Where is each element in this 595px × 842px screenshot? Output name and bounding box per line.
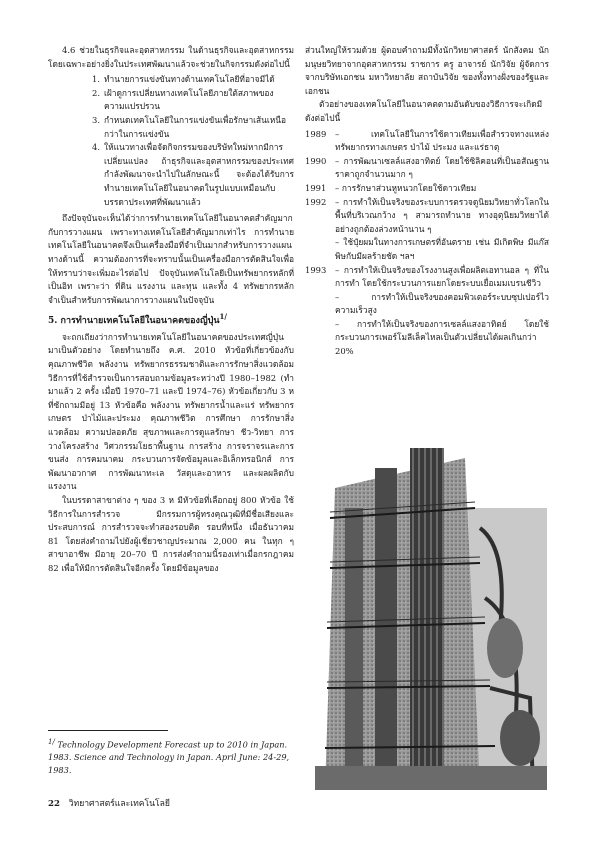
left-column [48,44,294,576]
forecast-timeline [305,128,549,359]
timeline-text: – การทำให้เป็นจริงของระบบการตรวจดูนิยมวิทยาทั่วโลกในพื้นที่บริเวณกว้าง ๆ สามารถทำนาย ทางอุตุนิยมวิทยาได้อย่างถูกต้องล่วงหน้านาน ๆ [335,196,549,234]
footnote-text: Technology Development Forecast up to 2010 in Japan. 1983. Science and Technology in Japan. April June: 24-29, 1983. [48,739,290,775]
section-4-6-intro: 4.6 ช่วยในธุรกิจและอุตสาหกรรม ในด้านธุรกิจและอุตสาหกรรม โดยเฉพาะอย่างยิ่งในประเทศพัฒนาแล้วจะช่วยในกิจกรรมดังต่อไปนี้ [48,45,294,69]
timeline-item [305,155,549,182]
timeline-item [305,291,549,318]
timeline-text: – การรักษาส่วนหูหนวกโดยใช้ดาวเทียม [335,182,477,193]
examples-intro: ตัวอย่างของเทคโนโลยีในอนาคตตามอันดับของวิธีการจะเกิดมีดังต่อไปนี้ [305,99,543,123]
list-text: กำหนดเทคโนโลยีในการแข่งขันเพื่อรักษาเส้นเหนือกว่าในการแข่งขัน [104,114,286,139]
list-text: เฝ้าดูการเปลี่ยนทางเทคโนโลยีภายใต้สภาพของความแปรปรวน [104,87,274,112]
timeline-item [305,236,549,263]
right-column [305,44,549,361]
list-item [48,87,294,114]
timeline-year: 1990 [305,155,327,166]
list-number: 2. [92,87,100,98]
section-5-title: 5. การทำนายเทคโนโลยีในอนาคตของญี่ปุ่น [48,316,220,327]
list-number: 3. [92,114,100,125]
timeline-item [305,182,549,196]
timeline-text: – การทำให้เป็นจริงของโรงงานสูงเพื่อผลิตเอทานอล ๆ ที่ในการทำ โดยใช้กระบวนการแยกโดยระบบเยื่อเมมเบรนชีวิว [335,264,549,289]
timeline-year: 1991 [305,182,327,193]
planning-paragraph: ถึงปัจจุบันจะเห็นได้ว่าการทำนายเทคโนโลยีในอนาคตสำคัญมากกับการวางแผน เพราะทางเทคโนโลยีสำคัญมากเท่าไร การทำนายเทคโนโลยีในอนาคตจึงเป็นเครื่องมือที่จำเป็นมากสำหรับการวางแผนทางด้านนี้ ความต้องการที่จะทราบนั้นเป็นเครื่องมือการตัดสินใจเพื่อให้ทราบว่าจะเพิ่มอะไรต่อไป ปัจจุบันเทคโนโลยีเป็นทรัพยากรหลักที่เป็นอิท เพราะว่า ที่ดิน แรงงาน และทุน และทั้ง 4 ทรัพยากรหลักจำเป็นสำหรับการพัฒนาการวางแผนในปัจจุบัน [48,213,294,305]
timeline-year [305,291,335,318]
timeline-text: – ใช้ปุ๋ยผมในทางการเกษตรที่อันตราย เช่น มีเกิดพิษ มีแก๊สพิษกับมีผลร้ายชัด ฯลฯ [335,237,549,261]
list-item [48,141,294,209]
timeline-item [305,318,549,359]
refinery-photo-icon [315,448,547,790]
timeline-item [305,196,549,237]
timeline-text: – การทำให้เป็นจริงของการเซลล์แสงอาทิตย์ โดยใช้กระบวนการเพอร์โมลีเล็คไหลเป็นตัวเปลี่ยนได้ผลเกินกว่า 20% [335,318,549,357]
list-number: 4. [92,142,100,153]
respondents-paragraph: ส่วนใหญ่ให้รวมด้วย ผู้ตอบคำถามมีทั้งนักวิทยาศาสตร์ นักสังคม นักมนุษยวิทยาจากอุตสาหกรรม ราชการ ครู อาจารย์ นักวิจัย ผู้จัดการจากบริษัทเอกชน มหาวิทยาลัย สถาบันวิจัย ของทั้งทางฝั่งของรัฐและเอกชน [305,45,549,96]
timeline-item [305,264,549,291]
page-footer [48,796,170,810]
timeline-text: – เทคโนโลยีในการใช้ดาวเทียมเพื่อสำรวจทางแหล่งทรัพยากรทางเกษตร ป่าไม้ ประมง และแร่ธาตุ [335,128,549,153]
journal-title: วิทยาศาสตร์และเทคโนโลยี [68,799,170,809]
page-number: 22 [48,799,60,809]
timeline-year: 1989 [305,128,327,139]
refinery-photo [315,448,547,790]
japan-survey-paragraph: จะถกเถียงว่าการทำนายเทคโนโลยีในอนาคตของประเทศญี่ปุ่นมาเป็นตัวอย่าง โดยทำนายถึง ค.ศ. 2010 หัวข้อที่เกี่ยวข้องกับ คุณภาพชีวิต พลังงาน ทรัพยากรธรรมชาติและการรักษาสิ่งแวดล้อม วิธีการที่ใช้สำรวจเป็นการสอบถามข้อมูลระหว่างปี 1980–1982 (ทำมาแล้ว 2 ครั้ง เมื่อปี 1970–71 และปี 1974–76) หัวข้อเกี่ยวกับ 3 ห ที่ซักถามมีอยู่ 13 หัวข้อคือ พลังงาน ทรัพยากรน้ำและแร่ ทรัพยากรเกษตร ป่าไม้และประมง คุณภาพชีวิต การศึกษา การรักษาสิ่งแวดล้อม ความปลอดภัย สุขภาพและการดูแลรักษา ชีว-วิทยา การวางโครงสร้าง วิศวกรรมโยธาพื้นฐาน การสร้าง การจราจรและการขนส่ง การคมนาคม กระบวนการจัดข้อมูลและอิเล็กทรอนิกส์ การพัฒนาอวกาศ การพัฒนาทะเล วัสดุและอาหาร และผลผลิตกับแรงงาน [48,331,294,492]
list-item [48,73,294,87]
timeline-year: 1992 [305,196,327,207]
timeline-year: 1993 [305,264,327,275]
survey-method-paragraph: ในบรรดาสาขาต่าง ๆ ของ 3 ห มีหัวข้อที่เลือกอยู่ 800 หัวข้อ ใช้วิธีการในการสำรวจ มีกรรมการผู้ทรงคุณวุฒิที่มีชื่อเสียงและประสบการณ์ การสำรวจจะทำสองรอบติด รอบที่หนึ่ง เมื่อธันวาคม 81 โดยส่งคำถามไปยังผู้เชี่ยวชาญประมาณ 2,000 คน ในทุก ๆ สาขาอาชีพ มีอายุ 20–70 ปี การส่งคำถามนี้รองเท่าเมื่อกรกฎาคม 82 เพื่อให้มีการตัดสินใจอีกครั้ง โดยมีข้อมูลของ [48,495,294,573]
timeline-year [305,236,335,263]
timeline-year [305,318,335,359]
list-text: ให้แนวทางเพื่อจัดกิจกรรมของบริษัทใหม่หากมีการเปลี่ยนแปลง ถ้าธุรกิจและอุตสาหกรรมของประเทศกำลังพัฒนาจะนำไปในลักษณะนี้ จะต้องได้รับการทำนายเทคโนโลยีในอนาคตในรูปแบบเหมือนกับบรรดาประเทศที่พัฒนาแล้ว [104,142,294,207]
list-text: ทำนายการแข่งขันทางด้านเทคโนโลยีที่อาจมีได้ [104,74,275,85]
footnote-divider [48,730,168,731]
timeline-item [305,128,549,155]
business-list [48,73,294,209]
timeline-text: – การทำให้เป็นจริงของคอมพิวเตอร์ระบบซุปเปอร์ไว ความเร็วสูง [335,291,549,316]
section-5-heading [48,310,294,329]
footnote [48,736,294,776]
list-item [48,114,294,141]
footnote-mark: 1/ [48,738,55,746]
timeline-text: – การพัฒนาเซลล์แสงอาทิตย์ โดยใช้ซิลิคอนที่เป็นอสัณฐานราคาถูกจำนวนมาก ๆ [335,155,549,180]
footnote-reference: 1/ [219,312,227,322]
list-number: 1. [92,74,100,85]
